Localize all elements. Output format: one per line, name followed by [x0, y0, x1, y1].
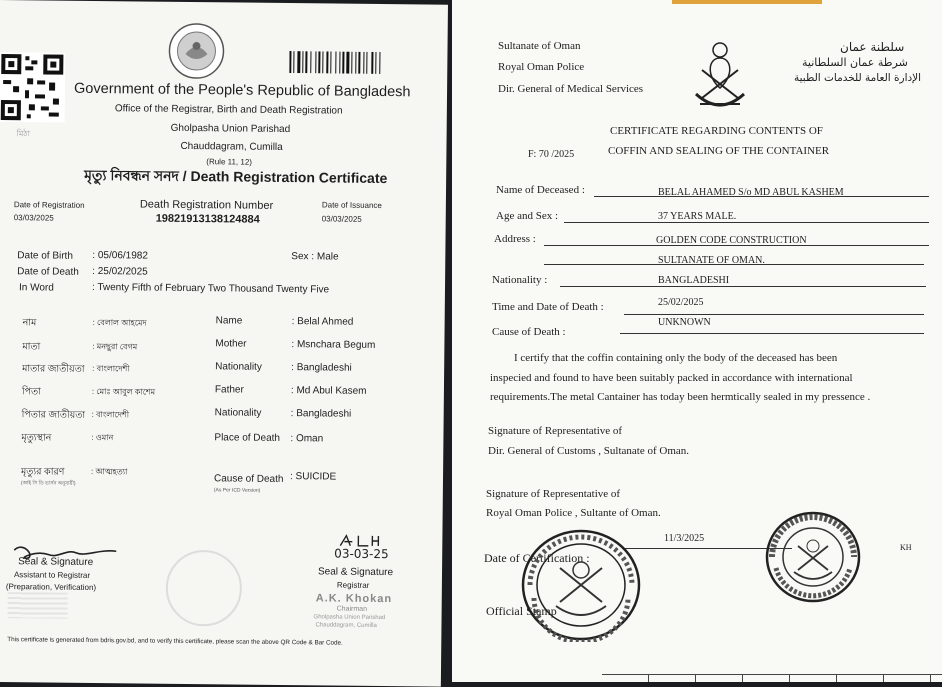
qr-code: [0, 52, 65, 123]
en-value: : Belal Ahmed: [291, 316, 354, 328]
certification-line-2: inspecied and found to have been suitably packed in accordance with international: [490, 372, 853, 384]
in-word-label: In Word: [18, 282, 54, 294]
rule-reference: (Rule 11, 12): [206, 157, 253, 167]
org-ar-2: شرطة عمان السلطانية: [802, 56, 908, 69]
en-value: : Bangladeshi: [291, 362, 352, 374]
cause-line: [620, 333, 924, 334]
en-label: Nationality: [215, 361, 262, 373]
en-label: Name: [215, 315, 243, 327]
nationality-line: [560, 286, 926, 287]
nationality-value: BANGLADESHI: [658, 275, 730, 286]
bn-value: : মনছুরা বেগম: [92, 341, 138, 352]
en-value: : Oman: [290, 433, 324, 445]
police-round-stamp: [520, 528, 642, 642]
address-label: Address :: [494, 233, 536, 245]
bn-label: মৃত্যুর কারণ: [21, 466, 65, 478]
certification-date-label: Date of Certification :: [484, 551, 590, 565]
cause-value: UNKNOWN: [658, 317, 711, 328]
bn-value: : বাংলাদেশী: [92, 363, 130, 374]
en-label: Father: [214, 384, 244, 396]
name-label: Name of Deceased :: [496, 184, 585, 196]
bn-value: : ওমান: [91, 432, 114, 443]
bn-label: পিতার জাতীয়তা: [21, 409, 86, 421]
left-seal-title: Seal & Signature: [18, 556, 94, 569]
sex-value: Sex : Male: [291, 251, 339, 263]
dob-label: Date of Birth: [17, 250, 73, 262]
registration-number: 19821913138124884: [155, 212, 260, 226]
time-date-label: Time and Date of Death :: [492, 301, 604, 313]
location: Chauddagram, Cumilla: [180, 140, 283, 153]
oman-police-emblem-icon: [688, 40, 752, 112]
en-label: Place of Death: [214, 432, 281, 444]
certificate-title-line1: CERTIFICATE REGARDING CONTENTS OF: [610, 125, 823, 137]
bn-value: : মোঃ আবুল কাশেম: [91, 386, 156, 397]
qr-caption: মিঠা: [16, 129, 30, 139]
bottom-table-edge: [602, 674, 942, 682]
certification-line-1: I certify that the coffin containing only the body of the deceased has been: [514, 352, 838, 364]
registration-date-label: Date of Registration: [13, 200, 85, 210]
en-value: : Md Abul Kasem: [290, 385, 367, 397]
stamp-place: Chauddagram, Cumilla: [315, 622, 377, 629]
certification-date: 11/3/2025: [664, 533, 705, 544]
coffin-sealing-certificate: [452, 0, 942, 682]
office-name: Office of the Registrar, Birth and Death Registration: [114, 103, 343, 117]
dod-label: Date of Death: [17, 266, 79, 278]
certificate-title: মৃত্যু নিবন্ধন সনদ / Death Registration Certificate: [84, 166, 388, 187]
certificate-title-line2: COFFIN AND SEALING OF THE CONTAINER: [608, 145, 830, 157]
age-label: Age and Sex :: [496, 210, 559, 222]
faint-stamp-lines: [8, 592, 68, 619]
en-value: : Msnchara Begum: [291, 339, 376, 351]
org-en-3: Dir. General of Medical Services: [498, 83, 644, 95]
org-ar-3: الإدارة العامة للخدمات الطبية: [794, 72, 922, 84]
time-date-value: 25/02/2025: [658, 297, 704, 308]
age-line: [564, 222, 929, 223]
en-value: : SUICIDE: [289, 471, 337, 483]
bn-label: মাতার জাতীয়তা: [22, 363, 85, 375]
stamp-office: Gholpasha Union Parishad: [313, 614, 386, 622]
en-value: : Bangladeshi: [290, 408, 352, 420]
registration-number-label: Death Registration Number: [139, 198, 274, 212]
police-signature-line-2: Royal Oman Police , Sultante of Oman.: [486, 507, 661, 519]
bn-label: মাতা: [22, 341, 41, 353]
cause-en-note: (As Per ICD Version): [213, 487, 261, 494]
dod-value: : 25/02/2025: [92, 265, 148, 278]
medical-services-round-stamp: [764, 510, 862, 604]
right-seal-title: Seal & Signature: [317, 566, 394, 579]
official-stamp-label: Official Stamp: [486, 604, 557, 618]
address-value-1: GOLDEN CODE CONSTRUCTION: [656, 235, 807, 246]
bn-value: : বাংলাদেশী: [91, 409, 130, 420]
issuance-date: 03/03/2025: [321, 214, 362, 224]
police-signature-line-1: Signature of Representative of: [486, 488, 621, 500]
union-name: Gholpasha Union Parishad: [170, 122, 291, 136]
dob-value: : 05/06/1982: [92, 249, 148, 262]
time-date-line: [624, 314, 924, 315]
certification-line-3: requirements.The metal Cantainer has today been hermtically sealed in my pressence .: [490, 391, 871, 403]
bn-label: মৃত্যুস্থান: [21, 432, 52, 444]
left-seal-role: Assistant to Registrar: [13, 570, 91, 580]
address-value-2: SULTANATE OF OMAN.: [658, 255, 765, 266]
issuance-date-label: Date of Issuance: [321, 200, 382, 211]
customs-signature-line-2: Dir. General of Customs , Sultanate of Oman.: [488, 445, 690, 457]
right-seal-role: Registrar: [336, 580, 370, 590]
bangladesh-emblem-icon: [167, 22, 226, 81]
registrar-sign-date: 03-03-25: [334, 546, 389, 562]
nationality-label: Nationality :: [492, 274, 548, 286]
faded-seal: [165, 550, 242, 627]
initials: KH: [900, 543, 912, 552]
org-ar-1: سلطنة عمان: [840, 40, 905, 54]
bn-value: : আত্মহত্যা: [91, 466, 128, 477]
age-value: 37 YEARS MALE.: [658, 211, 737, 222]
barcode: [289, 51, 407, 74]
left-seal-role2: (Preparation, Verification): [5, 582, 97, 593]
government-title: Government of the People's Republic of Bangladesh: [73, 80, 411, 101]
en-label: Cause of Death: [213, 473, 284, 485]
org-en-2: Royal Oman Police: [498, 61, 585, 73]
in-word-value: : Twenty Fifth of February Two Thousand Twenty Five: [91, 281, 330, 296]
bn-label: নাম: [22, 317, 37, 329]
top-tape: [672, 0, 822, 4]
customs-signature-line-1: Signature of Representative of: [488, 425, 623, 437]
name-value: BELAL AHAMED S/o MD ABUL KASHEM: [658, 187, 844, 198]
en-label: Mother: [215, 338, 247, 350]
org-en-1: Sultanate of Oman: [498, 40, 581, 52]
stamp-title: Chairman: [336, 605, 368, 613]
registration-date: 03/03/2025: [13, 213, 54, 223]
death-registration-certificate: [0, 0, 448, 687]
verification-footer: This certificate is generated from bdris.gov.bd, and to verify this certificate, please scan the above QR Code & Bar Code.: [7, 636, 343, 647]
cause-bn-note: (আই সি ডি ভার্সন অনুযায়ী): [20, 480, 76, 487]
cause-label: Cause of Death :: [492, 326, 566, 338]
bn-label: পিতা: [21, 386, 42, 398]
reference-number: F: 70 /2025: [528, 149, 575, 160]
bn-value: : বেলাল আহমেদ: [92, 317, 147, 328]
en-label: Nationality: [214, 407, 262, 419]
stamp-name: A.K. Khokan: [315, 592, 393, 606]
